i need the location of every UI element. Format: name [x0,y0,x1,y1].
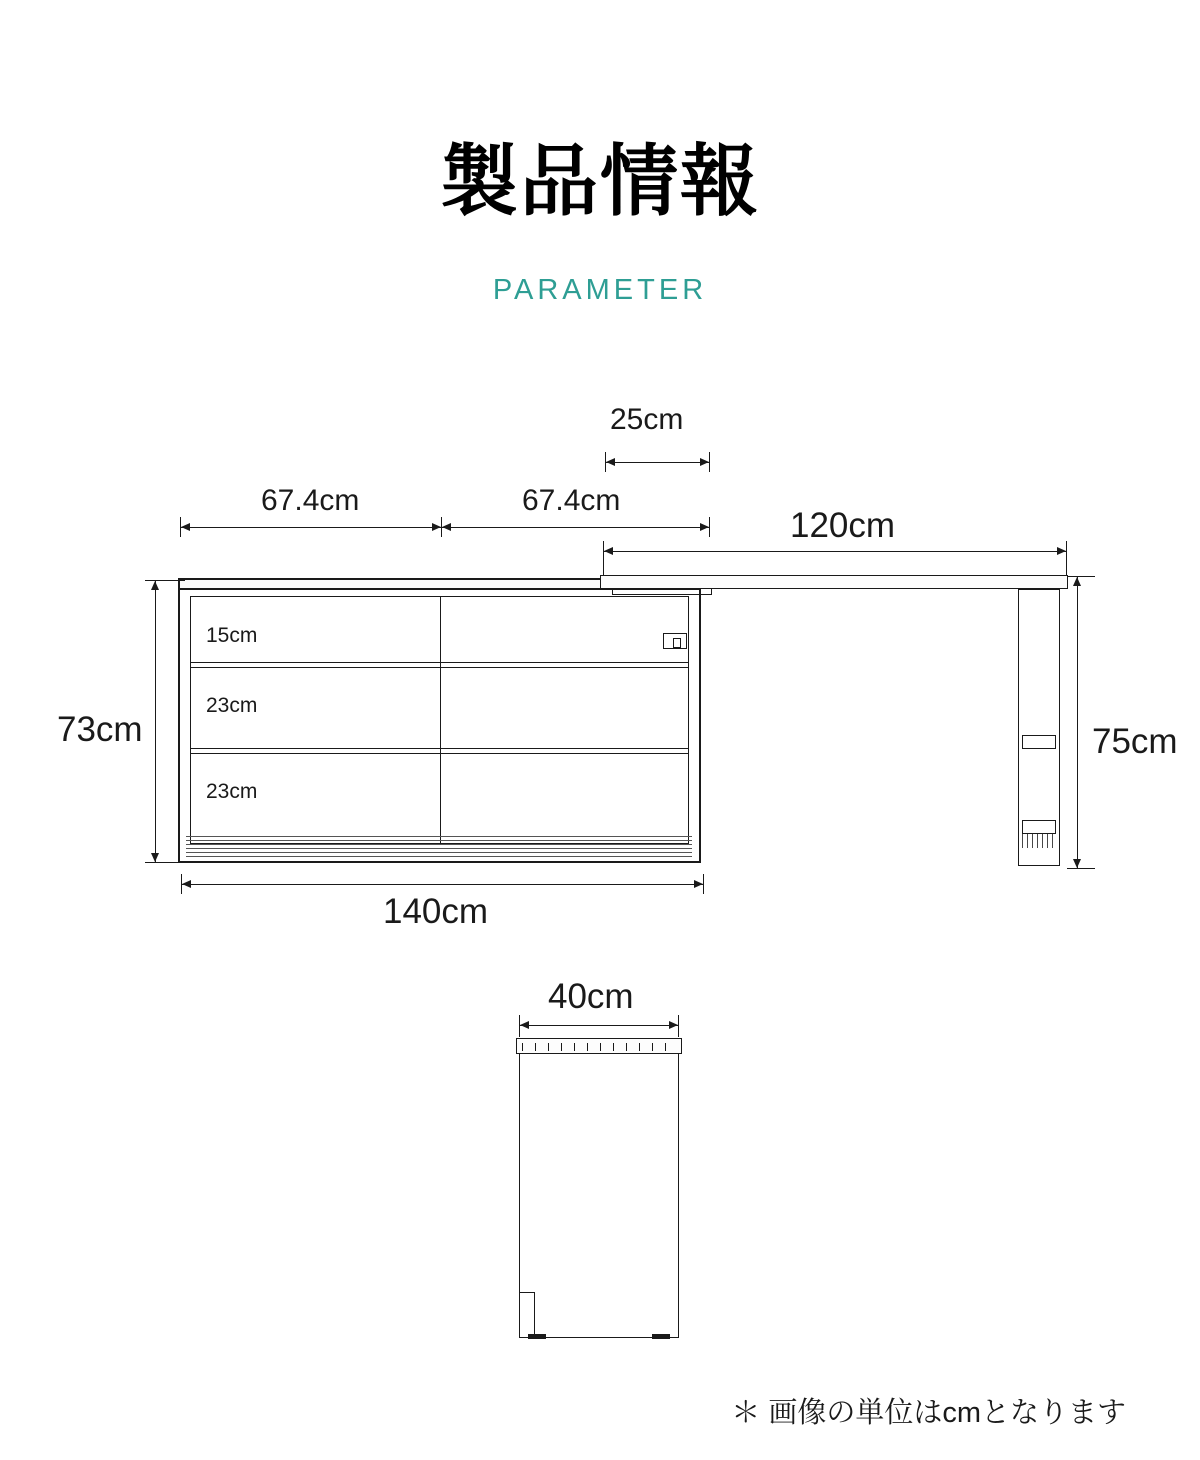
side-view-foot-right [652,1334,670,1339]
dimension-label-desk-height: 75cm [1092,722,1178,761]
dimension-arrow-depth-right [669,1021,678,1029]
units-footnote: ＊ 画像の単位はcmとなります [731,1397,1126,1429]
dimension-arrow-desk-width-left [604,547,613,555]
dimension-tick-depth-right [678,1015,679,1037]
drawer-height-label-3: 23cm [206,780,258,803]
dimension-tick-desk-height-top [1067,576,1095,577]
dimension-label-desk-width: 120cm [790,506,896,545]
dimension-line-desk-height [1077,576,1078,869]
dimension-label-cabinet-height: 73cm [57,710,143,749]
dimension-arrow-desk-width-right [1057,547,1066,555]
lock-icon [663,633,687,649]
side-view-top-hatch [522,1043,676,1051]
dimension-arrow-section-left-end [432,523,441,531]
dimension-tick-overlap-right [709,452,710,472]
dimension-arrow-desk-height-top [1073,577,1081,586]
drawer-height-label-1: 15cm [206,624,258,647]
dimension-tick-cabinet-height-bottom [145,862,185,863]
dimension-label-depth: 40cm [548,977,634,1016]
dimension-line-overlap [605,462,710,463]
dimension-arrow-section-left-start [181,523,190,531]
dimension-line-depth [519,1025,679,1026]
dimension-arrow-overlap-left [606,458,615,466]
dimension-line-cabinet-height [155,580,156,863]
cabinet-base-lines [186,836,692,860]
desk-top-panel [600,575,1068,589]
dimension-line-desk-width [603,551,1067,552]
desk-top-underside [612,589,712,595]
dimension-tick-section-right-end [709,517,710,537]
dimension-line-section-right [441,527,710,528]
dimension-label-section-left: 67.4cm [261,484,360,517]
cabinet-center-divider [440,596,441,844]
dimension-label-overlap: 25cm [610,403,684,436]
dimension-arrow-cabinet-height-bottom [151,853,159,862]
dimension-label-section-right: 67.4cm [522,484,621,517]
desk-leg-bracket-upper [1022,735,1056,749]
dimension-line-total-width [181,884,704,885]
dimension-arrow-depth-left [520,1021,529,1029]
dimension-line-section-left [180,527,442,528]
dimension-arrow-total-width-left [182,880,191,888]
desk-leg-bracket-lower [1022,820,1056,834]
dimension-arrow-total-width-right [694,880,703,888]
dimension-label-total-width: 140cm [383,892,489,931]
side-view-base-notch [519,1292,535,1338]
dimension-arrow-section-right-start [442,523,451,531]
side-view-foot-left [528,1334,546,1339]
page-title: 製品情報 [439,137,760,225]
page-subtitle: PARAMETER [492,274,708,306]
drawer-height-label-2: 23cm [206,694,258,717]
dimension-arrow-section-right-end [700,523,709,531]
dimension-tick-total-width-right [703,874,704,894]
dimension-arrow-cabinet-height-top [151,581,159,590]
side-view-body [519,1038,679,1338]
dimension-arrow-overlap-right [700,458,709,466]
dimension-arrow-desk-height-bottom [1073,859,1081,868]
dimension-tick-desk-height-bottom [1067,868,1095,869]
dimension-tick-desk-width-right [1066,541,1067,579]
